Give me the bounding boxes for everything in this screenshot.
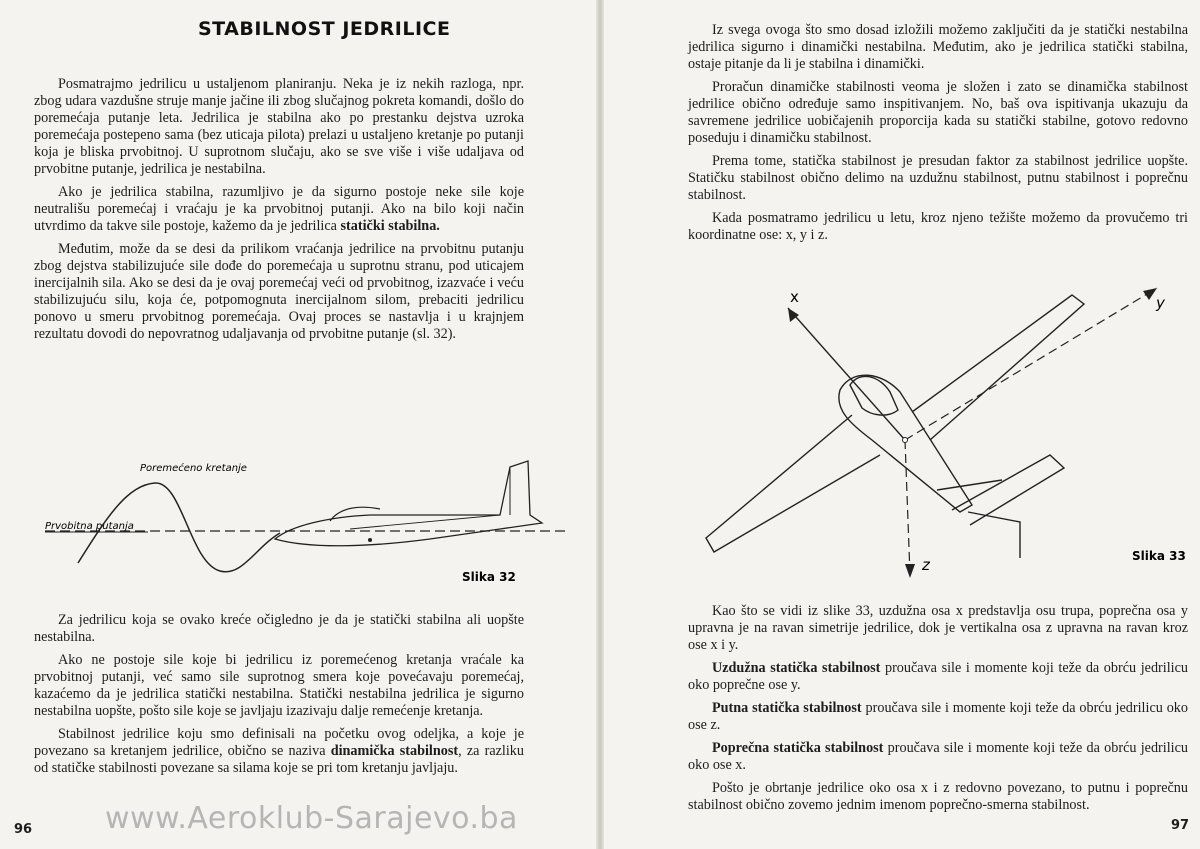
axis-x-arrow — [788, 308, 799, 322]
paragraph: Poprečna statička stabilnost proučava sile i momente koji teže da obrću jedrilicu oko ose x. — [688, 740, 1188, 773]
page-number-right: 97 — [1171, 818, 1190, 833]
axis-x-label: x — [790, 288, 799, 306]
figure-33 — [702, 280, 1197, 585]
right-text-bottom — [688, 603, 1188, 820]
bold-term: Uzdužna statička stabilnost — [712, 660, 881, 676]
disturbed-motion-label: Poremećeno kretanje — [140, 463, 247, 474]
paragraph: Pošto je obrtanje jedrilice oko osa x i z redovno povezano, to putnu i poprečnu stabilnost obično zovemo jednim imenom poprečno-smerna stabilnost. — [688, 780, 1188, 813]
paragraph: Proračun dinamičke stabilnosti veoma je složen i zato se dinamička stabilnost jedrilice obično određuje samo inspitivanjem. No, baš ova ispitivanja ukazuju da savremene jedrilice uobičajenih proporcija kada su statički stabilne, gotovo redovno poseduju i dinamičku stabilnost. — [688, 79, 1188, 146]
center-of-gravity — [903, 438, 908, 443]
original-path-label: Prvobitna putanja — [45, 521, 134, 532]
bold-term: statički stabilna. — [340, 218, 440, 234]
paragraph: Iz svega ovoga što smo dosad izložili možemo zaključiti da je statički nestabilna jedrilica sigurno i dinamički nestabilna. Međutim, ako je jedrilica statički stabilna, ostaje pitanje da li je stabilna i dinamički. — [688, 22, 1188, 72]
bold-term: dinamička stabilnost — [330, 743, 459, 759]
paragraph: Ako je jedrilica stabilna, razumljivo je da sigurno postoje neke sile koje neutrališu poremećaj i vraćaju je ka prvobitnoj putanji. Ako na bilo koji način utvrdimo da takve sile postoje, kažemo da je jedrilica statički stabilna. — [34, 184, 524, 234]
left-text-top — [34, 76, 524, 349]
paragraph: Prema tome, statička stabilnost je presudan faktor za stabilnost jedrilice uopšte. Statičku stabilnost obično delimo na uzdužnu stabilnost, putnu stabilnost i poprečnu stabilnost. — [688, 153, 1188, 203]
figure-33-caption: Slika 33 — [1132, 549, 1186, 563]
left-page — [0, 0, 598, 849]
bold-term: Putna statička stabilnost — [712, 700, 862, 716]
right-text-top — [688, 22, 1188, 250]
watermark: www.Aeroklub-Sarajevo.ba — [105, 801, 518, 836]
paragraph: Kada posmatramo jedrilicu u letu, kroz njeno težište možemo da provučemo tri koordinatne ose: x, y i z. — [688, 210, 1188, 243]
glider-side-icon — [275, 461, 542, 546]
figure-32 — [30, 445, 575, 595]
axis-z-label: z — [922, 556, 930, 574]
axis-y-label: y — [1156, 294, 1165, 312]
paragraph: Međutim, može da se desi da prilikom vraćanja jedrilice na prvobitnu putanju zbog dejstva stabilizujuće sile dođe do poremećaja u suprotnu stranu, pod uticajem inercijalnih sila. Ako se desi da je ovaj poremećaj veći od prvobitnog, izazvaće i veću stabilizujuću silu, koja će, potpomognuta inercijalnom silom, prebaciti jedrilicu ponovo u smeru prvobitnog poremećaja. Ovaj proces se nastavlja i u krajnjem rezultatu dovodi do nepovratnog udaljavanja od prvobitne putanje (sl. 32). — [34, 241, 524, 342]
axis-z-line — [905, 440, 910, 575]
paragraph: Ako ne postoje sile koje bi jedrilicu iz poremećenog kretanja vraćale ka prvobitnoj putanji, već samo sile suprotnog smera koje povećavaju poremećaj, kazaćemo da je jedrilica statički nestabilna. Statički nestabilna jedrilica je sigurno nestabilna uopšte, pošto sile koje se javljaju izazivaju dalje remećenje kretanja. — [34, 652, 524, 719]
page-number-left: 96 — [14, 822, 33, 837]
paragraph: Uzdužna statička stabilnost proučava sile i momente koji teže da obrću jedrilicu oko poprečne ose y. — [688, 660, 1188, 693]
glider-3d-icon — [706, 295, 1084, 558]
paragraph: Kao što se vidi iz slike 33, uzdužna osa x predstavlja osu trupa, poprečna osa y upravna je na ravan simetrije jedrilice, dok je vertikalna osa z upravna na ravan kroz ose x i y. — [688, 603, 1188, 653]
chapter-title: STABILNOST JEDRILICE — [198, 18, 451, 40]
right-page — [602, 0, 1200, 849]
paragraph: Za jedrilicu koja se ovako kreće očigledno je da je statički stabilna ali uopšte nestabilna. — [34, 612, 524, 645]
axis-y-arrow — [1143, 288, 1157, 300]
figure-32-caption: Slika 32 — [462, 570, 516, 584]
axis-z-arrow — [905, 564, 915, 578]
left-text-bottom — [34, 612, 524, 783]
paragraph: Putna statička stabilnost proučava sile i momente koji teže da obrću jedrilicu oko ose z. — [688, 700, 1188, 733]
bold-term: Poprečna statička stabilnost — [712, 740, 884, 756]
paragraph: Posmatrajmo jedrilicu u ustaljenom planiranju. Neka je iz nekih razloga, npr. zbog udara vazdušne struje manje jačine ili zbog slučajnog pokreta komandi, došlo do poremećaja putanje leta. Jedrilica je stabilna ako po prestanku dejstva uzroka poremećaja postepeno sama (bez uticaja pilota) prelazi u ustaljeno kretanje po putanji koja je bliska prvobitnoj. U suprotnom slučaju, ako se sve više i više udaljava od prvobitne putanje, jedrilica je nestabilna. — [34, 76, 524, 177]
paragraph: Stabilnost jedrilice koju smo definisali na početku ovog odeljka, a koje je povezano sa kretanjem jedrilice, obično se naziva dinamička stabilnost, za razliku od statičke stabilnosti povezane sa silama koje se pri tom kretanju javljaju. — [34, 726, 524, 776]
axis-y-line — [905, 288, 1157, 440]
